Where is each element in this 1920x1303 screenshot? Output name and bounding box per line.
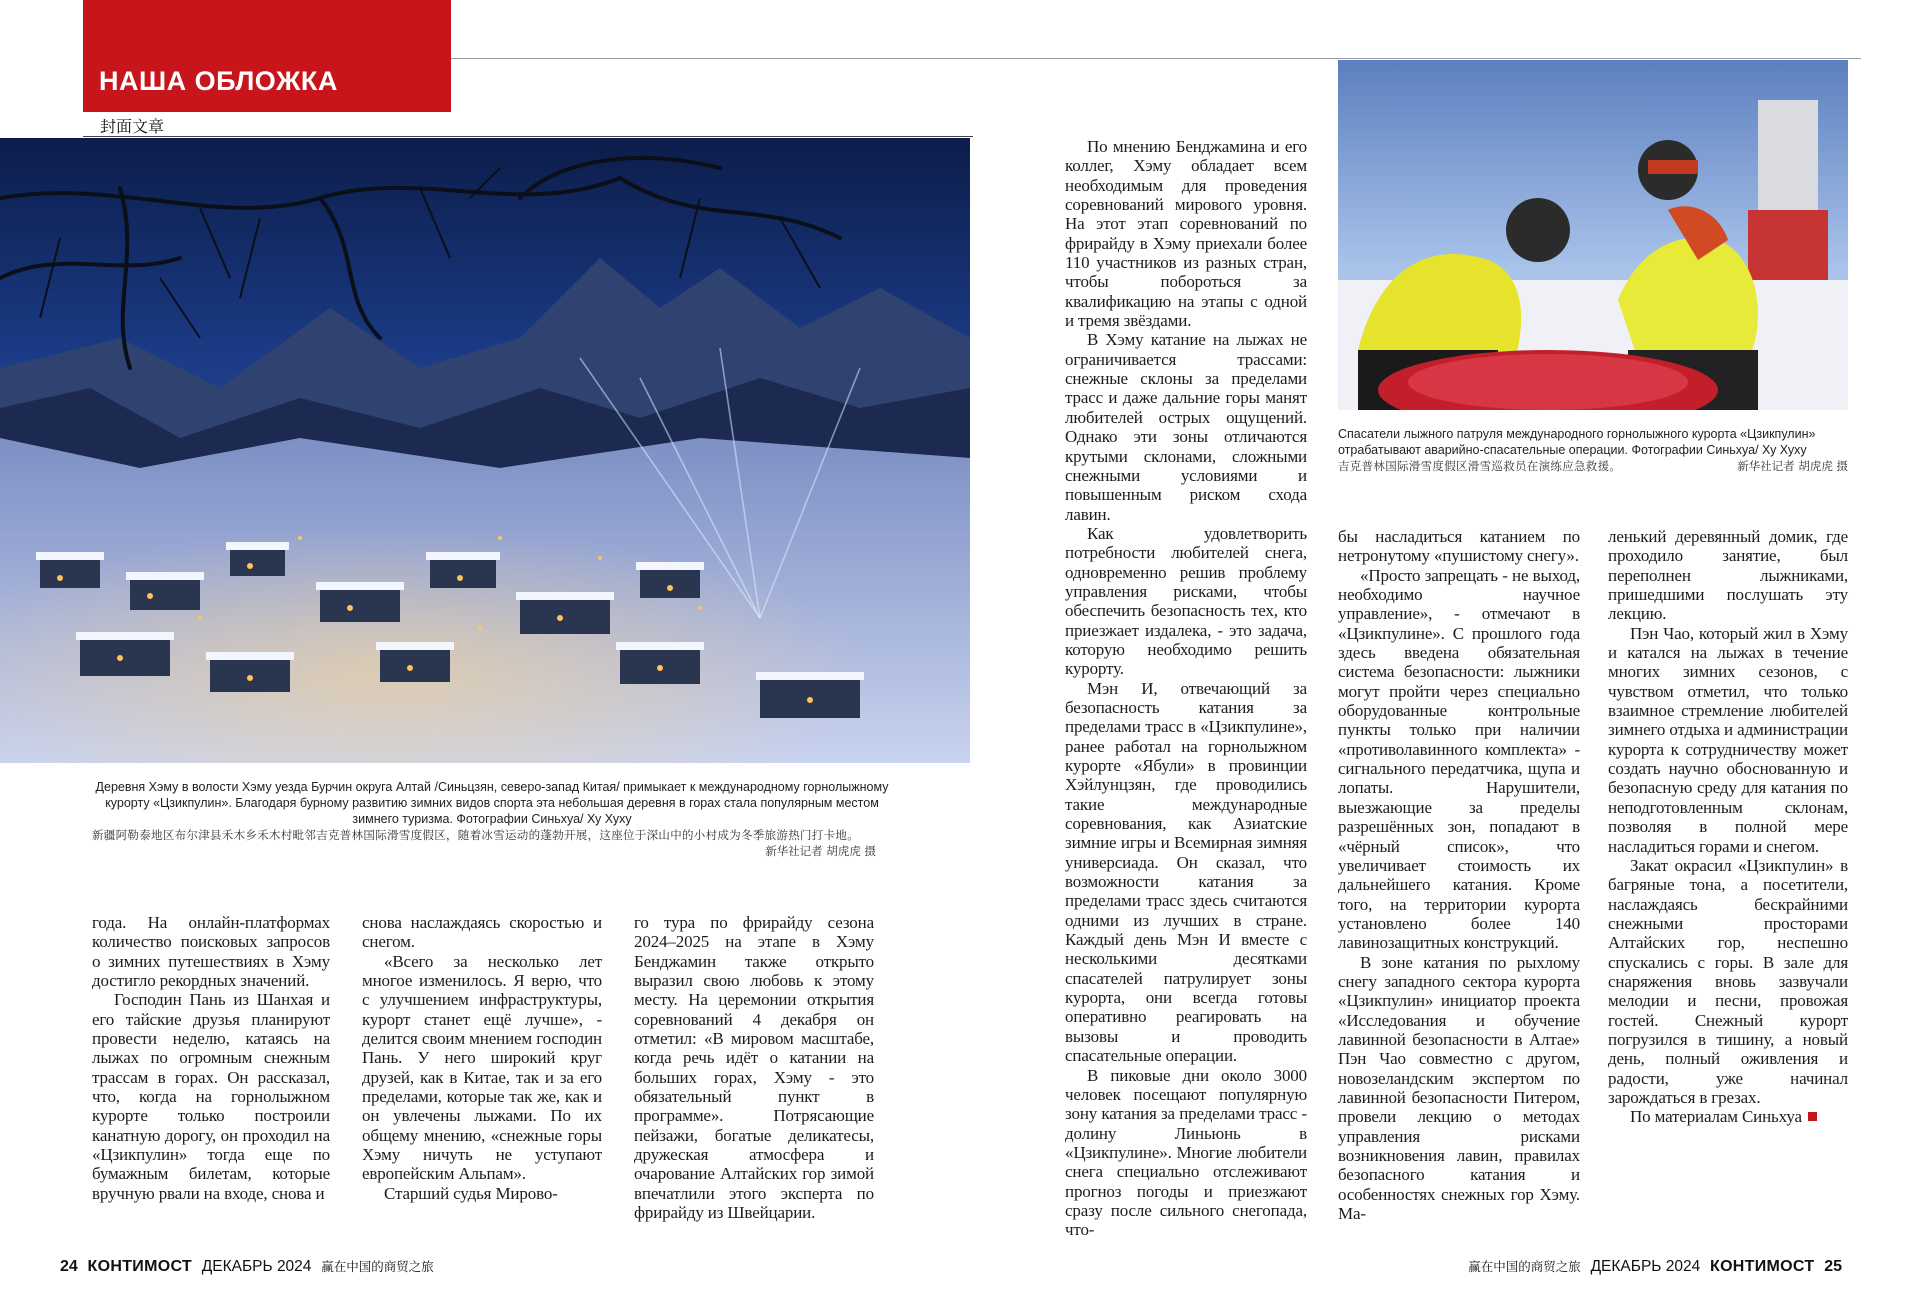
- magazine-name: КОНТИМОСТ: [1710, 1258, 1815, 1275]
- paragraph: «Просто запрещать - не выход, необходимо научное управление», - отмечают в «Цзикпулине». С прошлого года здесь введена обязательная система безопасности: лыжники могут пройти через специально оборудованные контрольные пункты только при наличии «противолавинного комплекта» - сигнального передатчика, щупа и лопаты. Нарушители, выезжающие за пределы разрешённых зон, попадают в «чёрный список», что увеличивает стоимость их дальнейшего катания. Кроме того, на территории курорта установлено более 140 лавинозащитных конструкций.: [1338, 565, 1580, 953]
- section-header-box: [83, 0, 451, 112]
- paragraph: Пэн Чао, который жил в Хэму и катался на лыжах в течение многих зимних сезонов, с чувством отметил, что только взаимное стремление любителей зимнего отдыха и администрации курорта к сотрудничеству может создать научно обоснованную и безопасную среду для катания по неподготовленным склонам, позволяя в полной мере насладиться горами и снегом.: [1608, 623, 1848, 856]
- paragraph: Как удовлетворить потребности любителей снега, одновременно решив проблему управления рисками, чтобы обеспечить безопасность тех, кто приезжает издалека, - это задача, которую необходимо решить курорту.: [1065, 523, 1307, 679]
- magazine-name: КОНТИМОСТ: [87, 1258, 192, 1275]
- main-photo-caption: Деревня Хэму в волости Хэму уезда Бурчин округа Алтай /Синьцзян, северо-запад Китая/ примыкает к международному горнолыжному курорту «Цзикпулин». Благодаря бурному развитию зимних видов спорта эта небольшая деревня в горах стала популярным местом зимнего туризма. Фотографии Синьхуа/ Ху Хуху: [95, 780, 889, 826]
- main-photo-credit-cn: 新华社记者 胡虎虎 摄: [765, 844, 876, 858]
- paragraph: года. На онлайн-платформах количество поисковых запросов о зимних путешествиях в Хэму достигло рекордных значений.: [92, 913, 330, 991]
- end-mark-icon: [1808, 1112, 1817, 1121]
- village-night-photo: [0, 138, 970, 763]
- footer-right: [1468, 1257, 1848, 1276]
- issue-month: ДЕКАБРЬ 2024: [1590, 1258, 1701, 1275]
- paragraph: В зоне катания по рыхлому снегу западного сектора курорта «Цзикпулин» инициатор проекта «Исследования и обучение лавинной безопасности в Алтае» Пэн Чао совместно с другом, новозеландским экспертом по лавинной безопасности Питером, провели лекцию о методах управления рисками возникновения лавин, правилах безопасного катания и особенностях снежных гор Хэму. Ма-: [1338, 952, 1580, 1224]
- rescue-photo-credit-cn: 新华社记者 胡虎虎 摄: [1737, 459, 1848, 473]
- slogan-cn: 赢在中国的商贸之旅: [1468, 1259, 1581, 1274]
- rescue-photo-caption-cn: 吉克普林国际滑雪度假区滑雪巡救员在演练应急救援。: [1338, 459, 1622, 473]
- article-column-5: [1338, 527, 1580, 1223]
- paragraph: Мэн И, отвечающий за безопасность катания за пределами трасс в «Цзикпулине», ранее работал на горнолыжном курорте «Ябули» в провинции Хэйлунцзян, где проводились такие международные соревнования, как Азиатские зимние игры и Всемирная зимняя универсиада. Он сказал, что возможности катания за пределами трасс здесь считаются одними из лучших в стране. Каждый день Мэн И вместе с несколькими десятками спасателей патрулирует зоны курорта, они всегда готовы оперативно реагировать на вызовы и проводить спасательные операции.: [1065, 678, 1307, 1066]
- paragraph: По мнению Бенджамина и его коллег, Хэму обладает всем необходимым для проведения соревнований мирового уровня. На этот этап соревнований по фрирайду в Хэму приехали более 110 участников из разных стран, чтобы побороться за квалификацию на этапы с одной и тремя звёздами.: [1065, 137, 1307, 331]
- footer-left: [60, 1257, 440, 1276]
- issue-month: ДЕКАБРЬ 2024: [201, 1258, 312, 1275]
- article-column-4: [1065, 137, 1307, 1240]
- main-photo-caption-cn: 新疆阿勒泰地区布尔津县禾木乡禾木村毗邻吉克普林国际滑雪度假区，随着冰雪运动的蓬勃开展，这座位于深山中的小村成为冬季旅游热门打卡地。: [92, 828, 859, 842]
- paragraph: снова наслаждаясь скоростью и снегом.: [362, 913, 602, 952]
- article-column-6: [1608, 527, 1848, 1127]
- source-text: По материалам Синьхуа: [1630, 1107, 1802, 1127]
- paragraph: го тура по фрирайду сезона 2024–2025 на этапе в Хэму Бенджамин также открыто выразил свою любовь к этому месту. На церемонии открытия соревнований 4 декабря он отметил: «В мировом масштабе, когда речь идёт о катании на больших горах, Хэму - это обязательный пункт в программе». Потрясающие пейзажи, богатые деликатесы, дружеская атмосфера и очарование Алтайских гор зимой впечатлили этого эксперта по фрирайду из Швейцарии.: [634, 913, 874, 1223]
- paragraph: ленький деревянный домик, где проходило занятие, был переполнен лыжниками, пришедшими послушать эту лекцию.: [1608, 527, 1848, 624]
- article-column-3: [634, 913, 874, 1223]
- slogan-cn: 赢在中国的商贸之旅: [321, 1259, 434, 1274]
- paragraph: В Хэму катание на лыжах не ограничивается трассами: снежные склоны за пределами трасс и даже дальние горы манят любителей острых ощущений. Однако эти зоны отличаются крутыми склонами, сложными снежными условиями и повышенным риском схода лавин.: [1065, 330, 1307, 524]
- page-number-left: 24: [60, 1258, 78, 1275]
- rescue-photo-caption: Спасатели лыжного патруля международного горнолыжного курорта «Цзикпулин» отрабатывают аварийно-спасательные операции. Фотографии Синьхуа/ Ху Хуху: [1338, 427, 1816, 457]
- page-number-right: 25: [1824, 1258, 1842, 1275]
- section-title: НАША ОБЛОЖКА: [99, 66, 338, 96]
- paragraph: Господин Пань из Шанхая и его тайские друзья планируют провести неделю, катаясь на лыжах по огромным снежным трассам в горах. Он рассказал, что, когда на горнолыжном курорте только построили канатную дорогу, он проходил на «Цзикпулин» тогда еще по бумажным билетам, которые вручную рвали на входе, снова и: [92, 990, 330, 1203]
- subtitle-rule: [83, 136, 973, 137]
- article-column-2: [362, 913, 602, 1203]
- paragraph: Старший судья Мирово-: [384, 1183, 558, 1203]
- article-column-1: [92, 913, 330, 1203]
- paragraph: «Всего за несколько лет многое изменилось. Я верю, что с улучшением инфраструктуры, курорт станет ещё лучше», - делится своим мнением господин Пань. У него широкий круг друзей, как в Китае, так и за его пределами, которые так же, как и он увлечены лыжами. По их общему мнению, «снежные горы Хэму ничуть не уступают европейским Альпам».: [362, 951, 602, 1184]
- section-subtitle-cn: 封面文章: [100, 117, 165, 136]
- paragraph: В пиковые дни около 3000 человек посещают популярную зону катания за пределами трасс - долину Линьюнь в «Цзикпулине». Многие любители снега специально отслеживают прогноз погоды и приезжают сразу после сильного снегопада, что-: [1065, 1065, 1307, 1240]
- top-rule: [451, 58, 1861, 59]
- ski-patrol-rescue-photo: [1338, 60, 1848, 410]
- paragraph: Закат окрасил «Цзикпулин» в багряные тона, а посетители, наслаждаясь бескрайними снежными просторами Алтайских гор, неспешно спускались с горы. В зале для снаряжения вновь зазвучали мелодии и песни, провожая гостей. Снежный курорт погрузился в тишину, а новый день, полный оживления и радости, уже начинал зарождаться в грезах.: [1608, 855, 1848, 1107]
- paragraph: бы насладиться катанием по нетронутому «пушистому снегу».: [1338, 527, 1580, 566]
- source-line: [1608, 1107, 1848, 1126]
